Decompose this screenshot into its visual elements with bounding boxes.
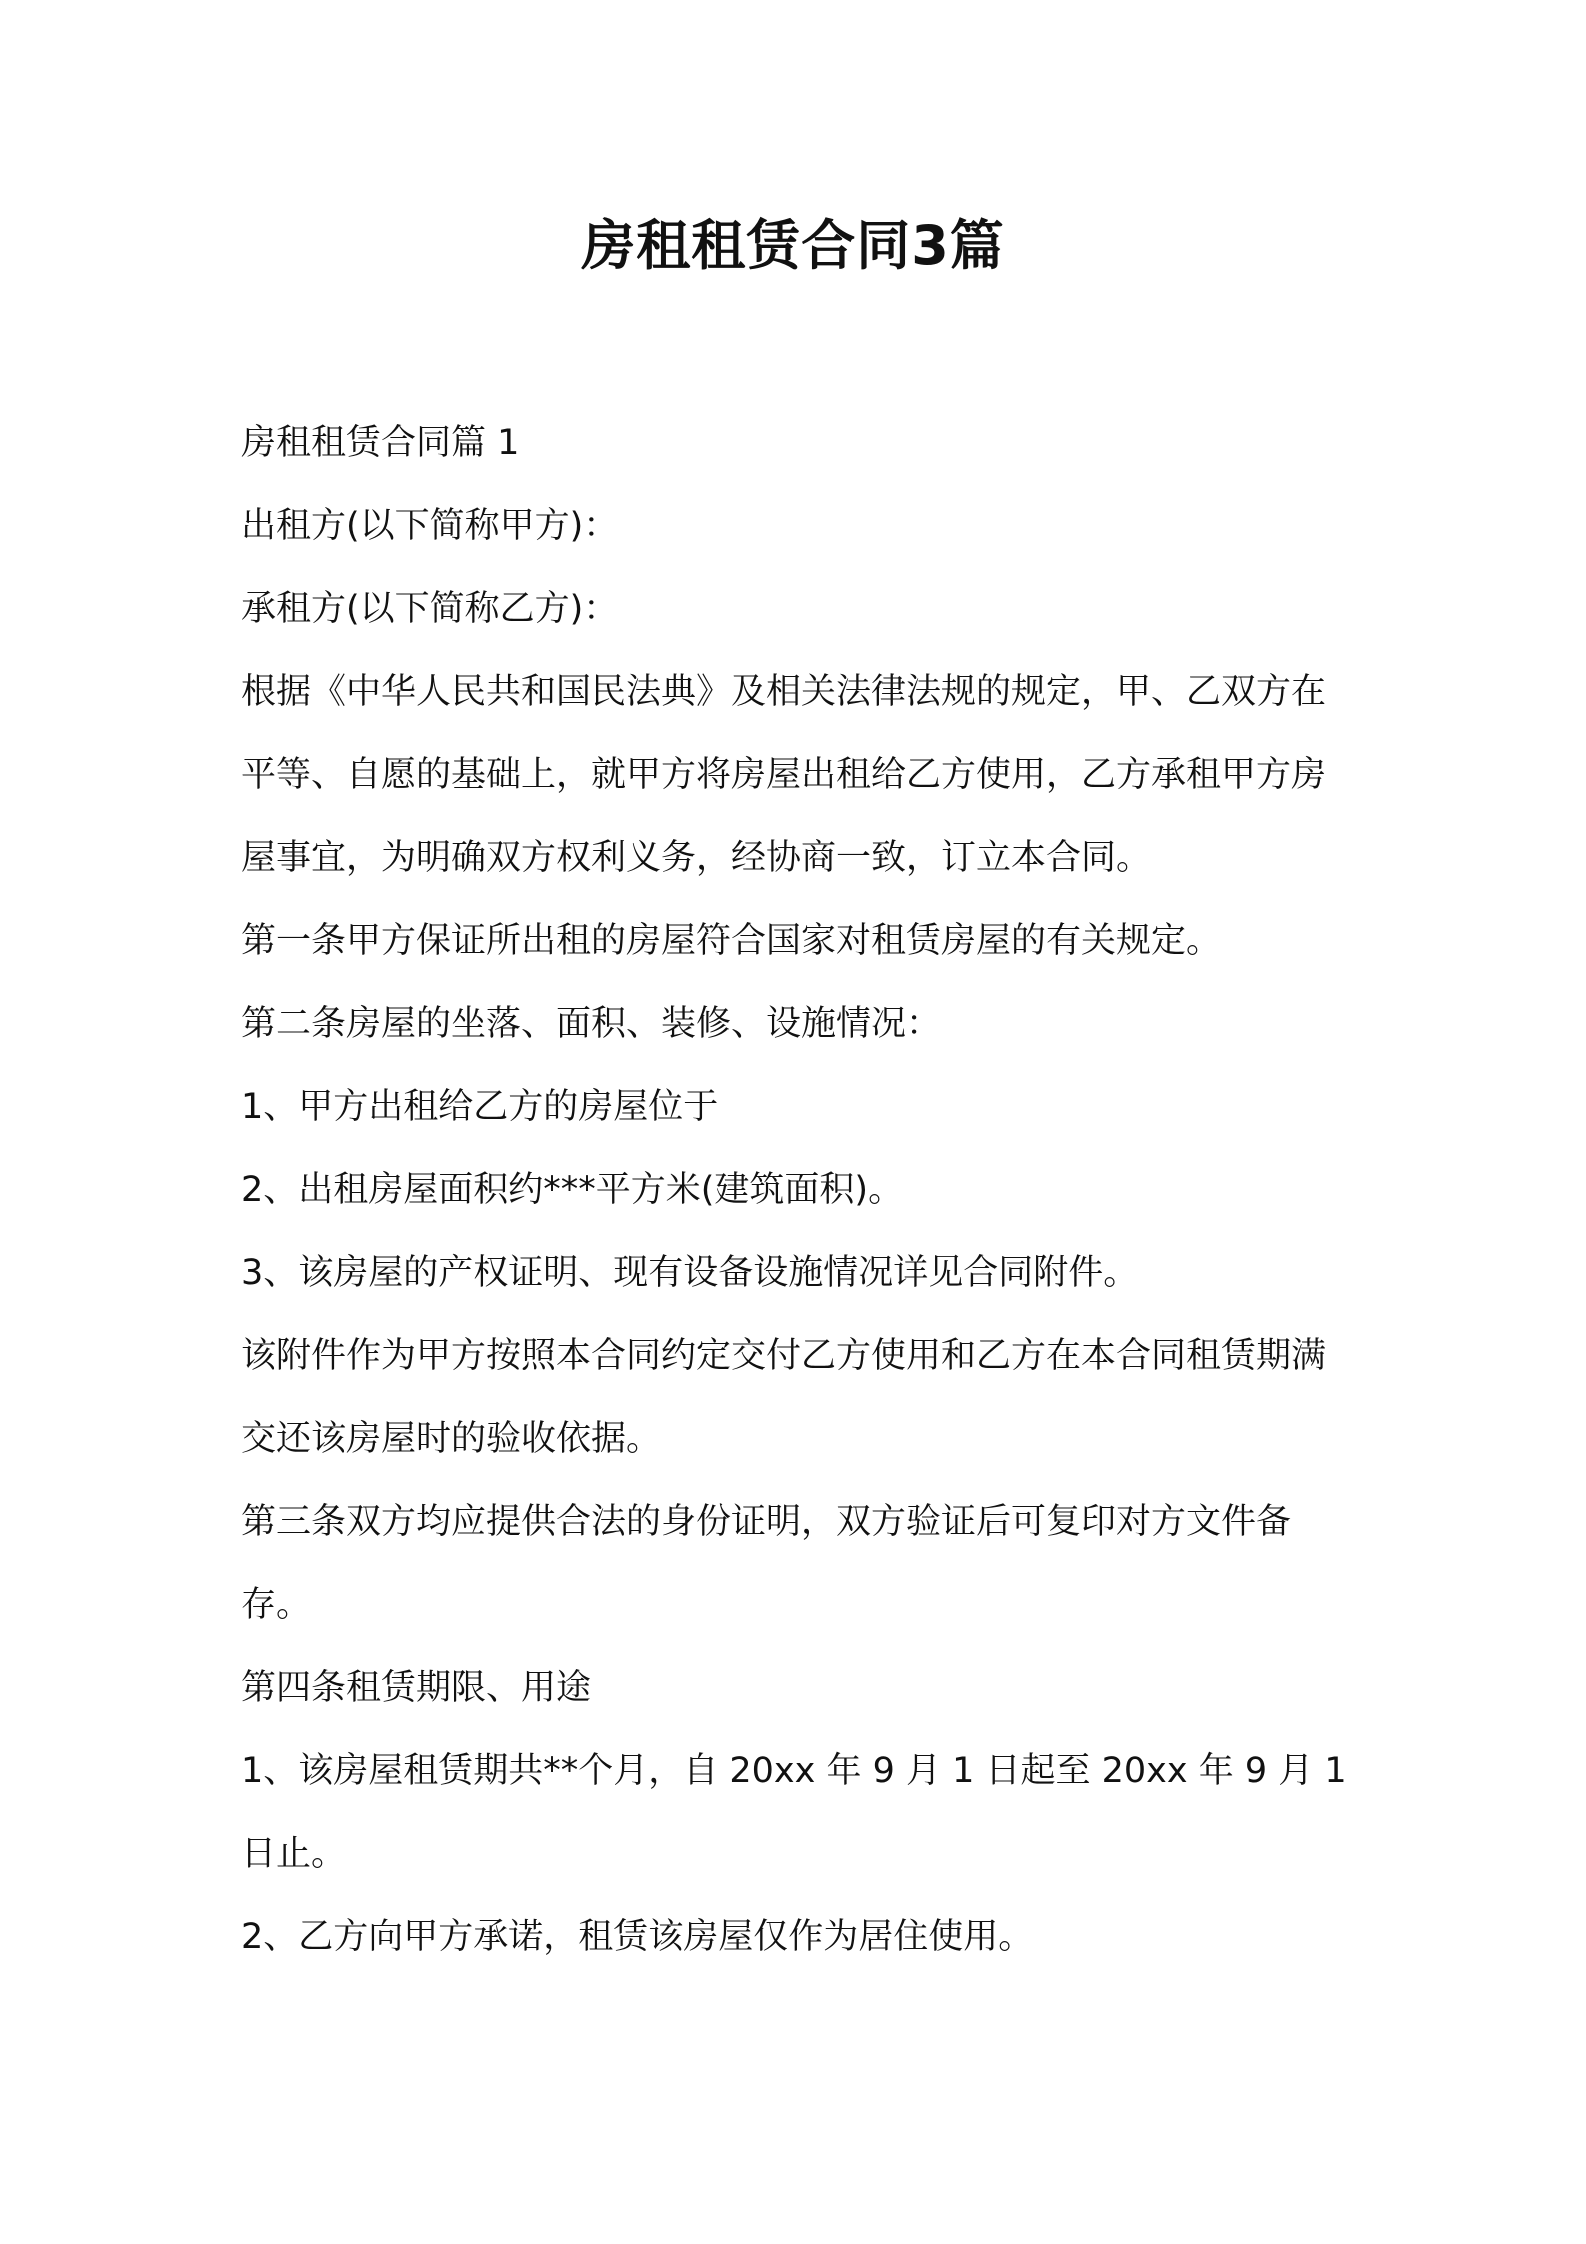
lessee-line: 承租方(以下简称乙方)： [241, 589, 619, 629]
section-heading: 房租租赁合同篇 1 [241, 423, 520, 463]
article-4-item-2: 2、乙方向甲方承诺，租赁该房屋仅作为居住使用。 [241, 1917, 1034, 1957]
preamble-paragraph: 根据《中华人民共和国民法典》及相关法律法规的规定，甲、乙双方在平等、自愿的基础上，就甲方将房屋出租给乙方使用，乙方承租甲方房屋事宜，为明确双方权利义务，经协商一致，订立本合同。 [241, 672, 1327, 878]
document-body [241, 402, 1351, 1979]
article-2-item-1: 1、甲方出租给乙方的房屋位于 [241, 1087, 719, 1127]
attachment-paragraph: 该附件作为甲方按照本合同约定交付乙方使用和乙方在本合同租赁期满交还该房屋时的验收依据。 [241, 1336, 1327, 1459]
article-2-item-3: 3、该房屋的产权证明、现有设备设施情况详见合同附件。 [241, 1253, 1139, 1293]
article-2-item-2: 2、出租房屋面积约***平方米(建筑面积)。 [241, 1170, 904, 1210]
lessor-line: 出租方(以下简称甲方)： [241, 506, 619, 546]
article-3: 第三条双方均应提供合法的身份证明，双方验证后可复印对方文件备存。 [241, 1502, 1292, 1625]
article-1: 第一条甲方保证所出租的房屋符合国家对租赁房屋的有关规定。 [241, 921, 1222, 961]
article-4-heading: 第四条租赁期限、用途 [241, 1668, 592, 1708]
document-title: 房租租赁合同3篇 [581, 214, 1005, 277]
article-2-heading: 第二条房屋的坐落、面积、装修、设施情况： [241, 1004, 942, 1044]
article-4-item-1: 1、该房屋租赁期共**个月，自 20xx 年 9 月 1 日起至 20xx 年 9 月 1 日止。 [241, 1751, 1347, 1874]
